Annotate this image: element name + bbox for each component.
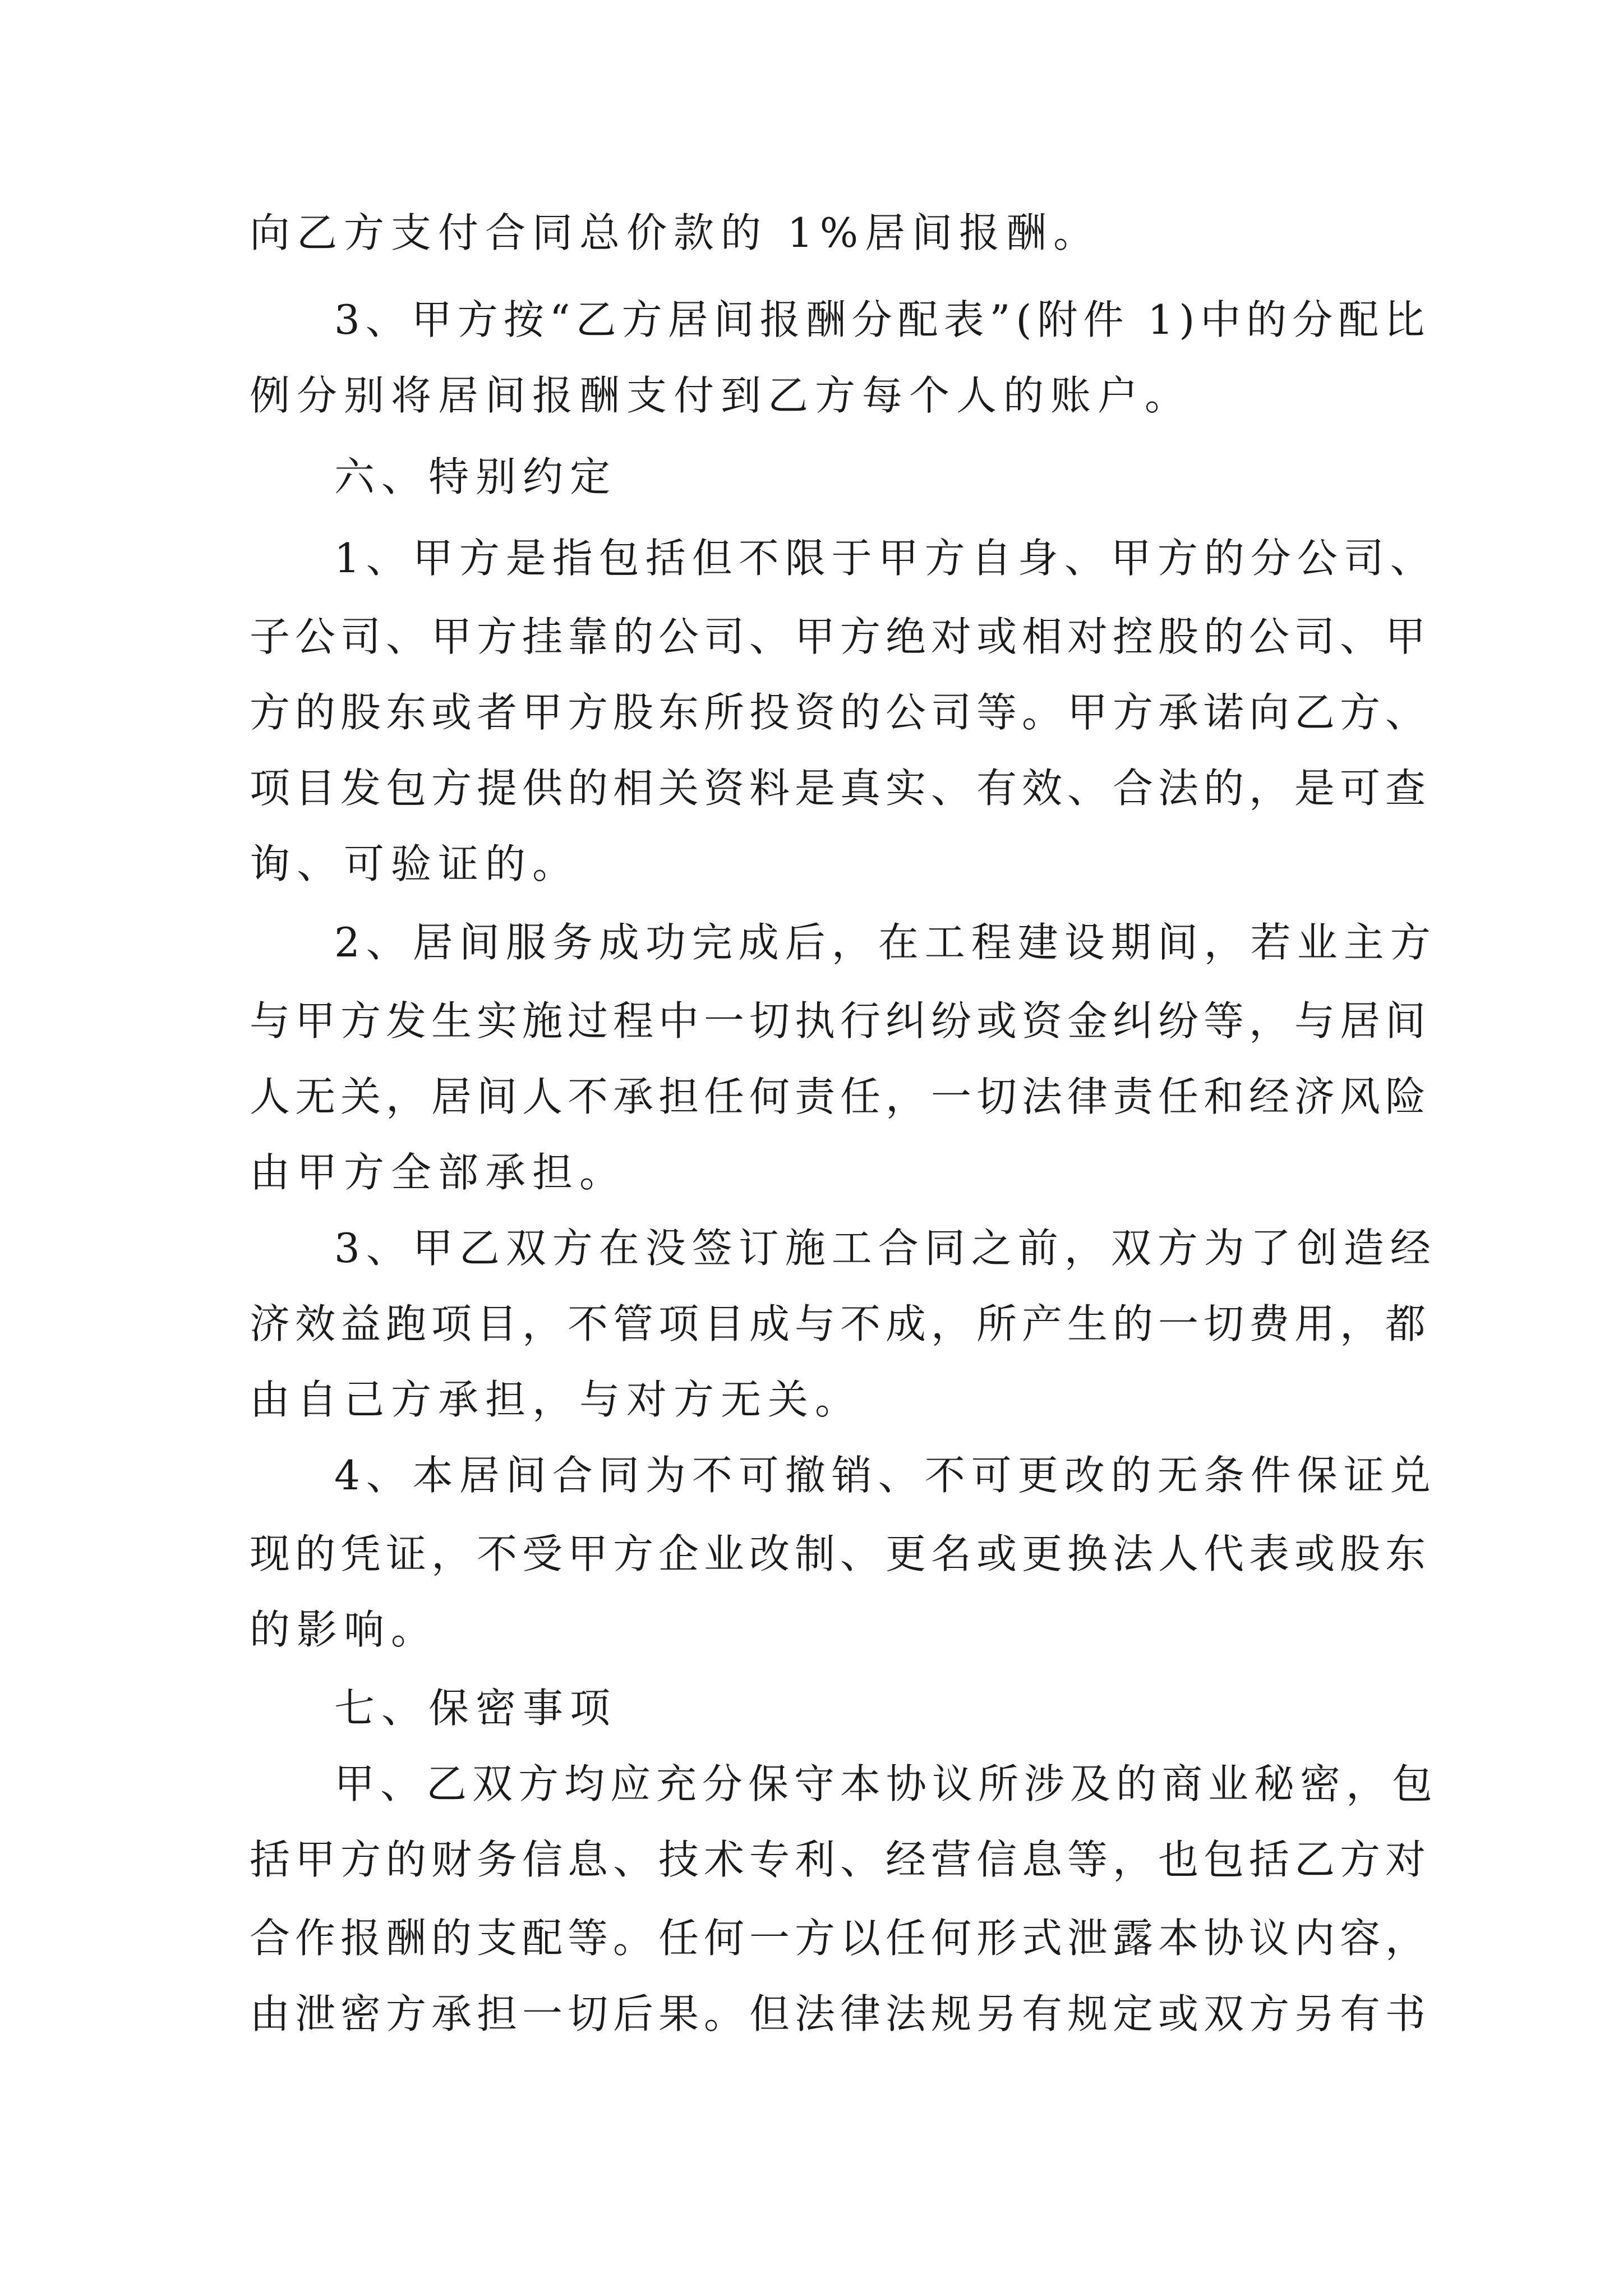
text-line: 3、甲乙双方在没签订施工合同之前，双方为了创造经	[334, 1225, 1437, 1272]
text-line: 子公司、甲方挂靠的公司、甲方绝对或相对控股的公司、甲	[250, 613, 1431, 660]
text-line: 4、本居间合同为不可撤销、不可更改的无条件保证兑	[334, 1452, 1437, 1499]
text-line: 由泄密方承担一切后果。但法律法规另有规定或双方另有书	[250, 1990, 1431, 2037]
text-line: 的影响。	[250, 1606, 439, 1653]
text-line: 例分别将居间报酬支付到乙方每个人的账户。	[250, 372, 1192, 419]
text-line: 甲、乙双方均应充分保守本协议所涉及的商业秘密，包	[334, 1760, 1438, 1807]
text-line: 方的股东或者甲方股东所投资的公司等。甲方承诺向乙方、	[250, 689, 1431, 736]
text-line: 由自己方承担，与对方无关。	[250, 1376, 863, 1423]
text-line: 合作报酬的支配等。任何一方以任何形式泄露本协议内容，	[250, 1915, 1431, 1962]
text-line: 向乙方支付合同总价款的 1%居间报酬。	[250, 209, 1101, 256]
text-line: 济效益跑项目，不管项目成与不成，所产生的一切费用，都	[250, 1300, 1431, 1347]
text-line: 与甲方发生实施过程中一切执行纠纷或资金纠纷等，与居间	[250, 997, 1431, 1045]
text-line: 询、可验证的。	[250, 840, 580, 887]
text-line: 由甲方全部承担。	[250, 1149, 627, 1196]
section-heading: 七、保密事项	[334, 1685, 617, 1732]
text-line: 项目发包方提供的相关资料是真实、有效、合法的，是可查	[250, 765, 1431, 812]
text-line: 2、居间服务成功完成后，在工程建设期间，若业主方	[334, 919, 1437, 966]
text-line: 括甲方的财务信息、技术专利、经营信息等，也包括乙方对	[250, 1836, 1431, 1883]
section-heading: 六、特别约定	[334, 453, 617, 500]
text-line: 3、甲方按“乙方居间报酬分配表”(附件 1)中的分配比	[334, 296, 1431, 343]
text-line: 现的凭证，不受甲方企业改制、更名或更换法人代表或股东	[250, 1530, 1431, 1577]
text-line: 人无关，居间人不承担任何责任，一切法律责任和经济风险	[250, 1073, 1431, 1120]
text-line: 1、甲方是指包括但不限于甲方自身、甲方的分公司、	[334, 535, 1437, 582]
